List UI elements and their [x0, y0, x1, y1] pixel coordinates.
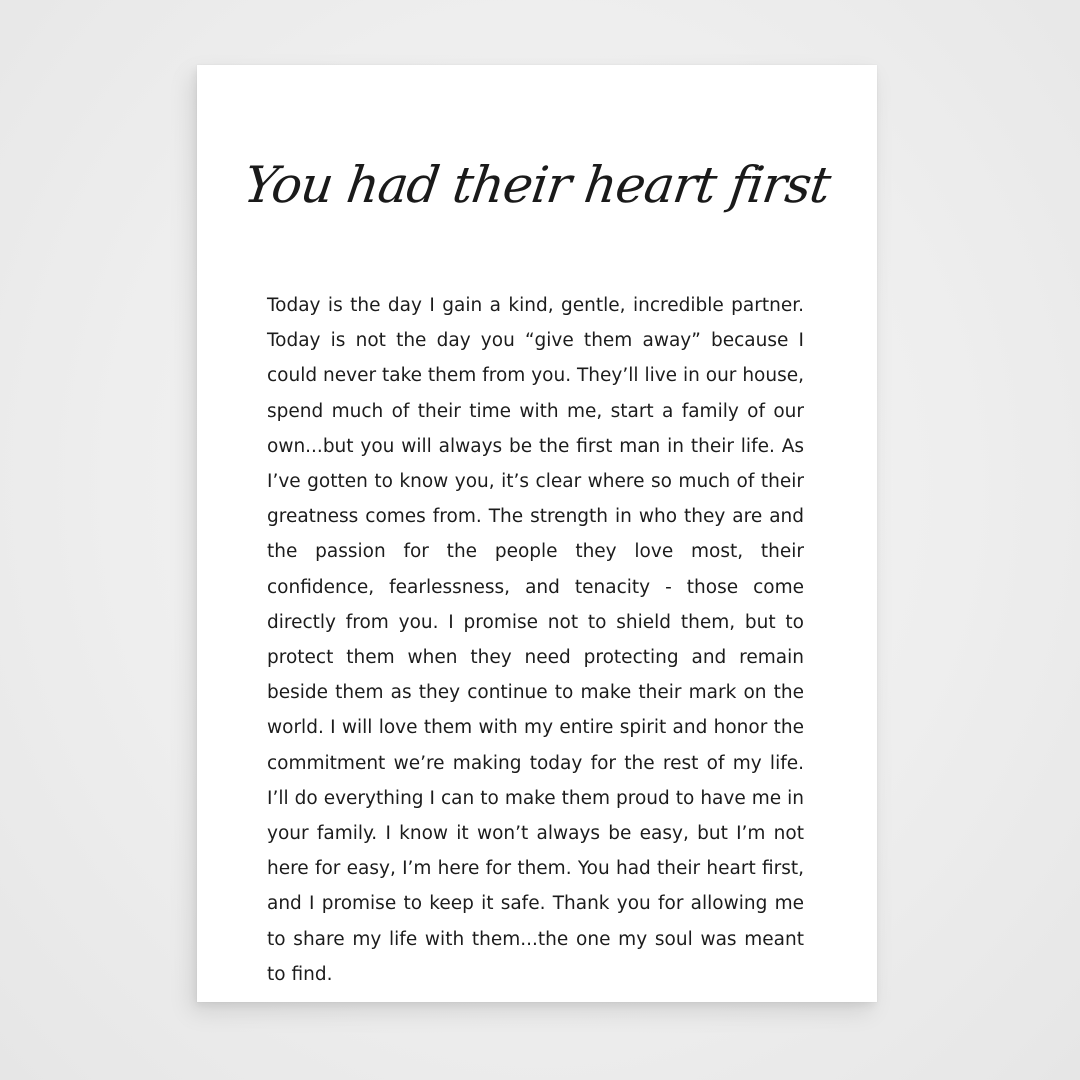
card-body-text: Today is the day I gain a kind, gentle, incredible partner. Today is not the day you “give them away” because I could never take them from you. They’ll live in our house, spend much of their time with me, start a family of our own...but you will always be the first man in their life. As I’ve gotten to know you, it’s clear where so much of their greatness comes from. The strength in who they are and the passion for the people they love most, their confidence, fearlessness, and tenacity - those come directly from you. I promise not to shield them, but to protect them when they need protecting and remain beside them as they continue to make their mark on the world. I will love them with my entire spirit and honor the commitment we’re making today for the rest of my life. I’ll do everything I can to make them proud to have me in your family. I know it won’t always be easy, but I’m not here for easy, I’m here for them. You had their heart first, and I promise to keep it safe. Thank you for allowing me to share my life with them...the one my soul was meant to find.: [267, 295, 804, 985]
letter-card: [197, 65, 877, 1002]
card-title: You had their heart first: [240, 156, 834, 214]
